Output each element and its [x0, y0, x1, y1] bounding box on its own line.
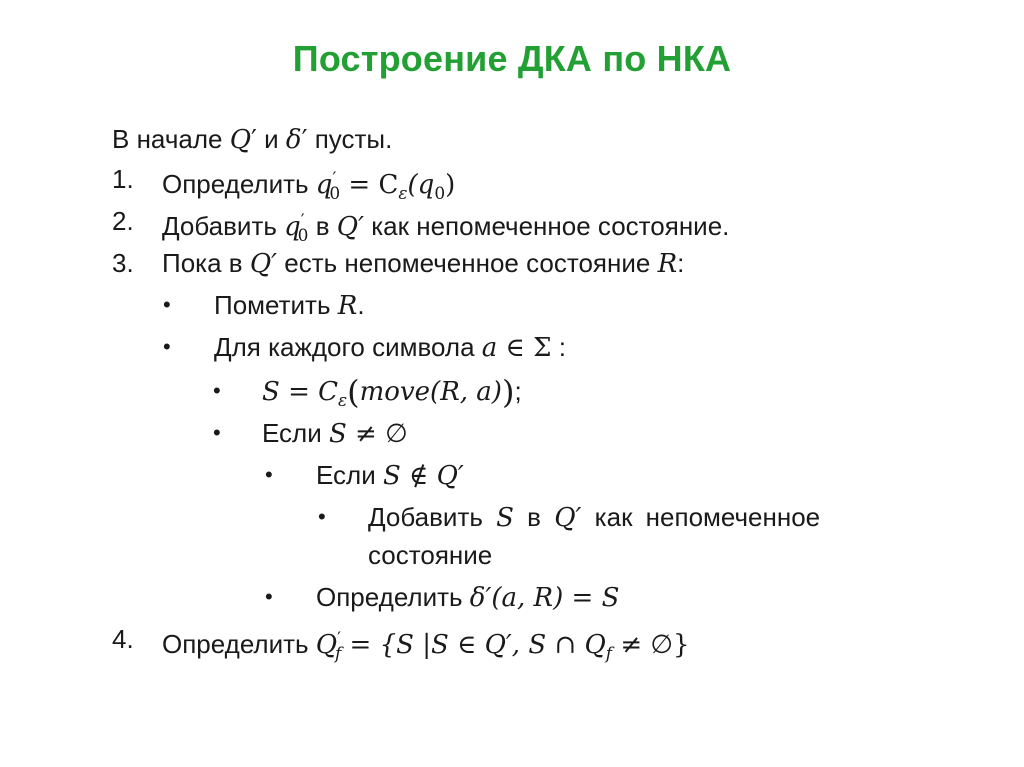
- bullet-icon: •: [163, 334, 171, 359]
- step-4-number: 4.: [112, 624, 134, 654]
- math-sub-0: 0: [297, 226, 309, 246]
- bullet-5-text: Если: [316, 460, 383, 490]
- step-3-text-mid: есть непомеченное состояние: [277, 248, 658, 278]
- bullet-1-dot: .: [357, 290, 365, 320]
- math-sub-0: 0: [434, 184, 446, 204]
- math-q: q: [284, 212, 301, 242]
- bullet-2-text: Для каждого символа: [214, 332, 482, 362]
- math-C: C: [318, 377, 339, 407]
- intro-text-end: пусты.: [307, 124, 393, 154]
- bullet-2-colon: :: [551, 332, 566, 362]
- math-move: move: [359, 377, 431, 407]
- math-final-set-end: ≠ ∅}: [612, 630, 690, 660]
- bullet-3-semicolon: ;: [514, 376, 522, 406]
- math-q: q: [315, 170, 333, 200]
- math-sigma: Σ: [533, 333, 552, 363]
- step-2-text-in: в: [308, 211, 337, 241]
- bullet-icon: •: [213, 378, 221, 403]
- bullet-2-line: [214, 330, 566, 365]
- bullet-7-text: Определить: [316, 582, 470, 612]
- bullet-icon: •: [163, 292, 171, 317]
- intro-line: [112, 122, 392, 157]
- step-3-line: [162, 246, 684, 281]
- bullet-4-line: [262, 416, 408, 451]
- bullet-icon: •: [265, 462, 273, 487]
- math-not-element-of: ∉: [400, 461, 437, 491]
- math-R: R: [337, 291, 358, 321]
- bullet-5-line: [316, 458, 464, 493]
- page-title: Построение ДКА по НКА: [292, 38, 732, 79]
- math-delta-args: (a, R): [491, 583, 564, 613]
- math-Q-prime: Q′: [336, 212, 364, 242]
- math-S: S: [601, 583, 620, 613]
- math-big-paren-left: (: [347, 373, 360, 411]
- bullet-7-line: [316, 580, 619, 615]
- math-Q: Q: [315, 630, 338, 660]
- bullet-icon: •: [265, 584, 273, 609]
- bullet-6-line: [368, 500, 820, 535]
- math-move-args: (R, a): [430, 377, 502, 407]
- bullet-1-text: Пометить: [214, 290, 338, 320]
- step-3-text: Пока в: [162, 248, 250, 278]
- math-C: C: [378, 170, 399, 200]
- bullet-6-text-in: в: [513, 502, 555, 532]
- math-sub-f: f: [605, 644, 613, 664]
- math-equals: =: [340, 170, 379, 200]
- math-prime: ′: [301, 125, 308, 155]
- math-Q: Q: [229, 125, 252, 155]
- math-prime: ′: [337, 629, 341, 649]
- bullet-6-text: Добавить: [368, 502, 497, 532]
- math-arg: (q: [407, 170, 435, 200]
- step-1-number: 1.: [112, 164, 134, 194]
- bullet-icon: •: [318, 504, 326, 529]
- bullet-3-line: [262, 374, 522, 418]
- math-prime: ′: [300, 211, 305, 231]
- math-delta: δ: [285, 125, 302, 155]
- bullet-4-text: Если: [262, 418, 329, 448]
- intro-text-and: и: [256, 124, 286, 154]
- math-close: ): [445, 170, 456, 200]
- step-2-text-end: как непомеченное состояние.: [363, 211, 730, 241]
- intro-text: В начале: [112, 124, 230, 154]
- math-equals: =: [279, 377, 319, 407]
- math-R: R: [657, 249, 678, 279]
- math-equals: =: [563, 583, 602, 613]
- step-3-text-colon: :: [677, 248, 685, 278]
- math-S: S: [496, 503, 514, 533]
- step-2-text: Добавить: [162, 211, 285, 241]
- step-1-text: Определить: [162, 169, 316, 199]
- math-sub-f: f: [335, 644, 342, 664]
- step-4-line: [162, 622, 690, 671]
- step-4-text: Определить: [162, 629, 316, 659]
- math-prime: ′: [332, 169, 337, 189]
- step-2-number: 2.: [112, 206, 134, 236]
- math-S: S: [328, 419, 347, 449]
- bullet-icon: •: [213, 420, 221, 445]
- math-epsilon: ε: [398, 184, 408, 204]
- math-Q-prime: Q′: [249, 249, 278, 279]
- math-epsilon: ε: [338, 391, 348, 411]
- math-big-paren-right: ): [501, 373, 515, 411]
- math-final-set: = {S |S ∈ Q′, S ∩ Q: [341, 630, 606, 660]
- bullet-1-line: [214, 288, 365, 323]
- math-S: S: [382, 461, 401, 491]
- bullet-6-line-2: состояние: [368, 540, 493, 570]
- math-a: a: [481, 333, 498, 363]
- step-3-number: 3.: [112, 248, 134, 278]
- math-Q-prime: Q′: [436, 461, 464, 491]
- math-S: S: [262, 377, 280, 407]
- math-not-empty: ≠ ∅: [346, 419, 408, 449]
- math-prime: ′: [251, 125, 257, 155]
- math-delta-prime: δ′: [469, 583, 492, 613]
- math-Q-prime: Q′: [554, 503, 582, 533]
- bullet-6-text-end: как непомеченное: [581, 502, 821, 532]
- math-element-of: ∈: [497, 333, 534, 363]
- math-sub-0: 0: [329, 184, 341, 204]
